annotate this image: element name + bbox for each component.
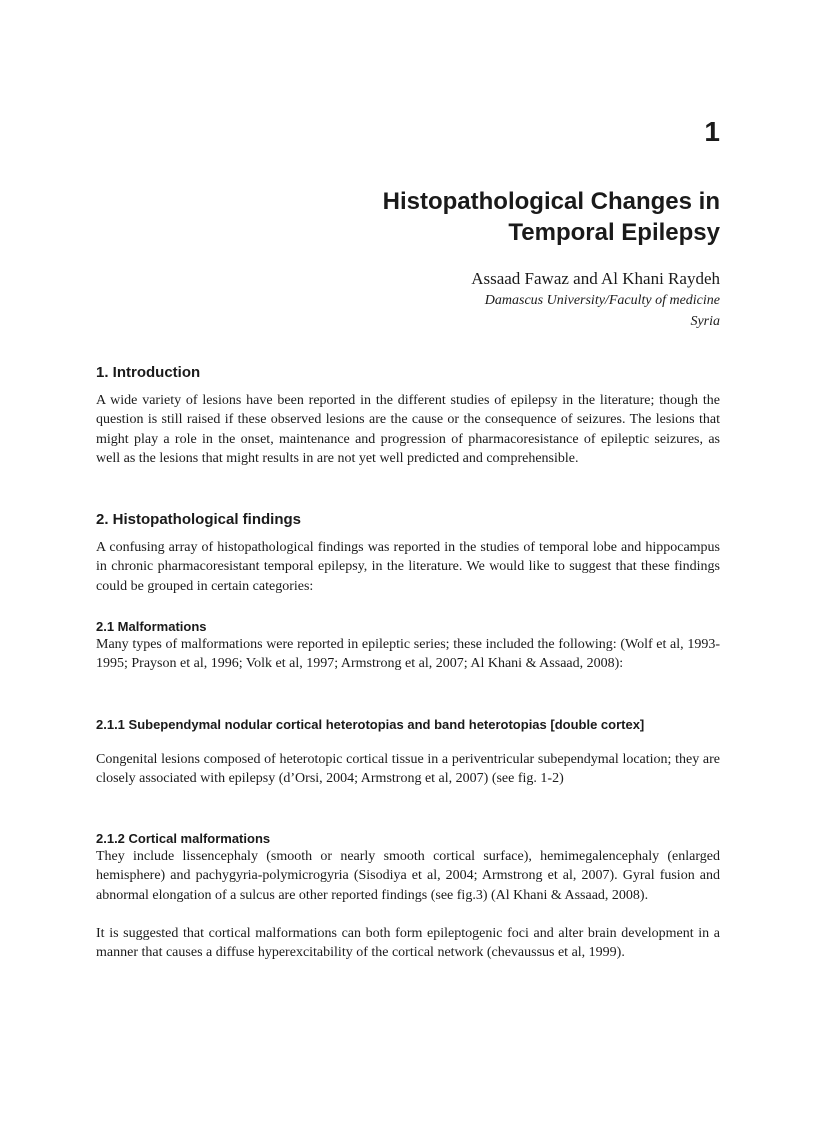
subsection-heading-malformations: 2.1 Malformations [96, 619, 207, 634]
section-heading-introduction: 1. Introduction [96, 364, 201, 381]
subsection-heading-cortical: 2.1.2 Cortical malformations [96, 831, 271, 846]
paragraph-malformations: Many types of malformations were reported in epileptic series; these included the following: (Wolf et al, 1993-1995; Prayson et al, 1996; Volk et al, 1997; Armstrong et al, 2007; Al Khani & Assaad, 2008): [96, 637, 720, 672]
affiliation-country: Syria [690, 314, 720, 329]
subsection-heading-heterotopias: 2.1.1 Subependymal nodular cortical heterotopias and band heterotopias [double cortex] [96, 717, 645, 732]
paragraph-findings: A confusing array of histopathological findings was reported in the studies of temporal lobe and hippocampus in chronic pharmacoresistant temporal epilepsy, in the literature. We would like to suggest that these findings could be grouped in certain categories: [96, 540, 720, 594]
section-heading-findings: 2. Histopathological findings [96, 511, 302, 528]
chapter-number: 1 [704, 116, 720, 147]
paragraph-introduction: A wide variety of lesions have been reported in the different studies of epilepsy in the literature; though the question is still raised if these observed lesions are the cause or the consequence of seizures. The lesions that might play a role in the onset, maintenance and progression of pharmacoresistance of epileptic seizures, as well as the lesions that might results in are not yet well predicted and comprehensible. [96, 393, 720, 467]
paragraph-heterotopias: Congenital lesions composed of heterotopic cortical tissue in a periventricular subependymal location; they are closely associated with epilepsy (d’Orsi, 2004; Armstrong et al, 2007) (see fig. 1-2) [96, 752, 720, 787]
chapter-title-line-2: Temporal Epilepsy [508, 219, 720, 246]
affiliation: Damascus University/Faculty of medicine [484, 293, 720, 308]
chapter-title-line-1: Histopathological Changes in [382, 188, 720, 215]
chapter-title [160, 186, 720, 248]
paragraph-cortical-1: They include lissencephaly (smooth or nearly smooth cortical surface), hemimegalencephaly (enlarged hemisphere) and pachygyria-polymicrogyria (Sisodiya et al, 2004; Armstrong et al, 2007). Gyral fusion and abnormal elongation of a sulcus are other reported findings (see fig.3) (Al Khani & Assaad, 2008). [96, 849, 720, 903]
paragraph-cortical-2: It is suggested that cortical malformations can both form epileptogenic foci and alter brain development in a manner that causes a diffuse hyperexcitability of the cortical network (chevaussus et al, 1999). [96, 926, 720, 961]
authors: Assaad Fawaz and Al Khani Raydeh [471, 269, 720, 288]
